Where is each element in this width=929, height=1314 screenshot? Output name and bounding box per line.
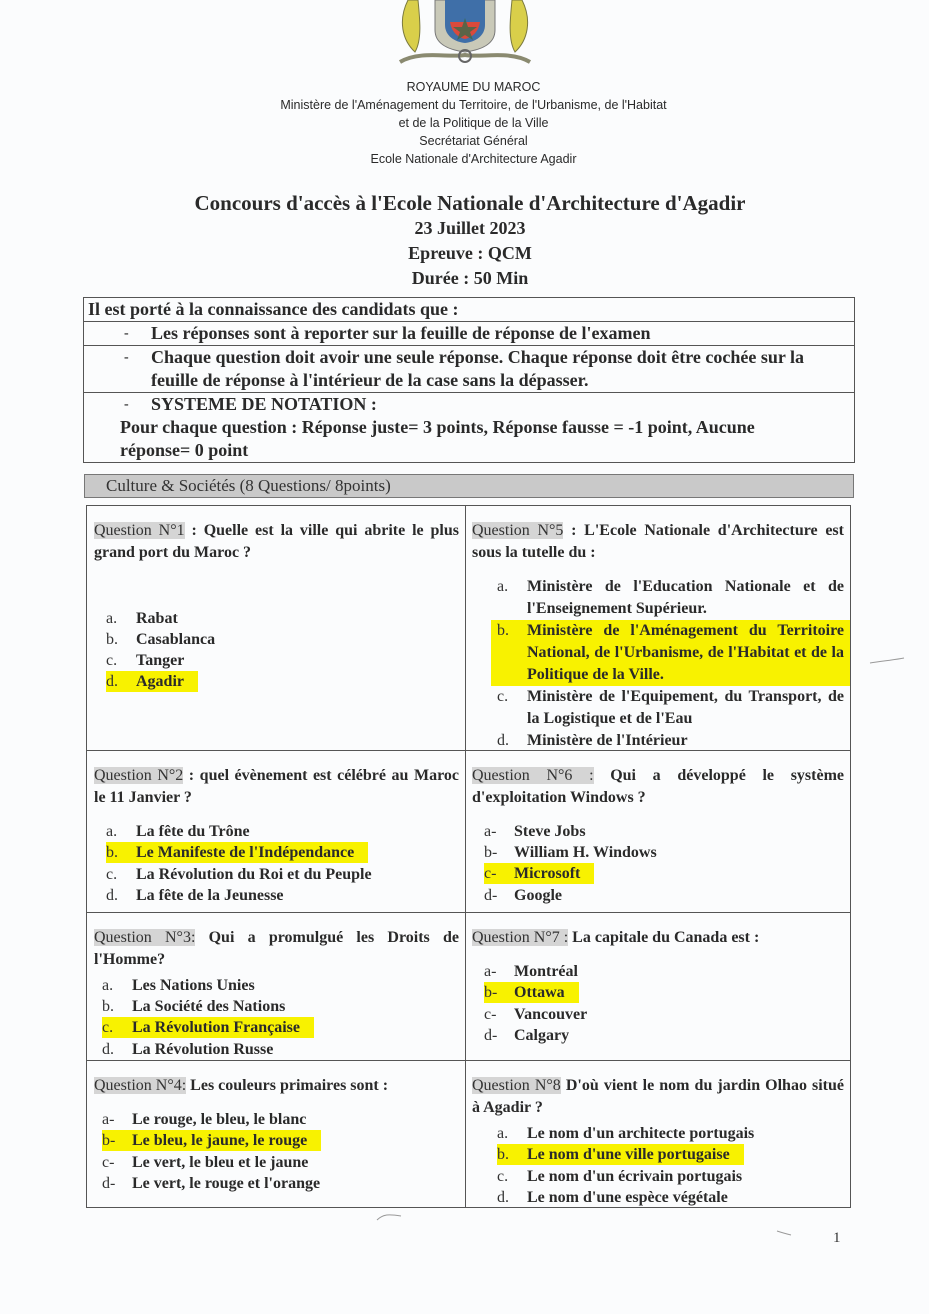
answer-option-row <box>106 821 459 842</box>
option-text: Rabat <box>136 610 178 627</box>
option-text: Le Manifeste de l'Indépendance <box>136 844 355 861</box>
option-key: d. <box>106 887 118 904</box>
notation-block <box>84 393 854 462</box>
option-text: Ottawa <box>514 984 565 1001</box>
question-text <box>472 520 844 564</box>
notation-body: Pour chaque question : Réponse juste= 3 points, Réponse fausse = -1 point, Aucune réponse= 0 point <box>120 417 755 460</box>
question-text <box>94 927 459 971</box>
option-text: Ministère de l'Education Nationale et de l'Enseignement Supérieur. <box>527 578 844 617</box>
option-text: William H. Windows <box>514 844 657 861</box>
exam-type: Epreuve : QCM <box>408 243 532 263</box>
answer-option-highlighted <box>106 671 198 692</box>
header-line-ministry-cont: et de la Politique de la Ville <box>398 116 549 130</box>
option-key: b. <box>497 622 509 639</box>
pen-mark <box>375 1210 405 1224</box>
option-key: c. <box>106 652 118 669</box>
answer-option[interactable] <box>497 1166 844 1187</box>
answer-option[interactable] <box>484 885 844 906</box>
question-prompt: La capitale du Canada est : <box>568 929 760 946</box>
options-list <box>94 975 459 1060</box>
options-list <box>472 961 844 1046</box>
option-text: Casablanca <box>136 631 216 648</box>
answer-option-row <box>102 975 459 996</box>
question-label: Question N°4: <box>94 1077 187 1094</box>
question-label: Question N°2 <box>94 767 184 784</box>
header-line-secretariat: Secrétariat Général <box>419 134 528 148</box>
question-text <box>94 1075 459 1097</box>
option-text: Le nom d'un architecte portugais <box>527 1125 755 1142</box>
exam-title-block <box>0 191 929 291</box>
option-text: Le nom d'un écrivain portugais <box>527 1168 743 1185</box>
options-list <box>472 821 844 906</box>
answer-option-row <box>106 629 459 650</box>
option-key: b. <box>106 844 118 861</box>
option-key: d- <box>484 887 498 904</box>
answer-option[interactable] <box>484 842 844 863</box>
option-text: Microsoft <box>514 865 581 882</box>
question-prompt: Les couleurs primaires sont : <box>186 1077 389 1094</box>
bullet-marker: - <box>124 326 129 341</box>
exam-duration: Durée : 50 Min <box>411 268 529 288</box>
answer-option[interactable] <box>106 608 459 629</box>
answer-option-row <box>106 608 459 629</box>
answer-option[interactable] <box>102 1017 459 1039</box>
question-card-3 <box>87 913 466 1061</box>
answer-option[interactable] <box>484 863 844 885</box>
question-prompt: Qui a développé le système d'exploitation Windows ? <box>472 767 845 806</box>
question-card-6 <box>466 751 850 913</box>
institution-header <box>0 78 929 168</box>
question-prompt: : Quelle est la ville qui abrite le plus grand port du Maroc ? <box>94 522 459 561</box>
answer-option-row <box>484 961 844 982</box>
option-text: Steve Jobs <box>514 823 586 840</box>
question-label: Question N°3: <box>94 929 196 946</box>
answer-option[interactable] <box>102 1109 459 1130</box>
option-text: La Révolution Russe <box>132 1041 274 1058</box>
option-text: Ministère de l'Equipement, du Transport, de la Logistique et de l'Eau <box>527 688 844 727</box>
option-key: c. <box>102 1019 114 1036</box>
option-key: a. <box>497 578 509 595</box>
question-text <box>94 520 459 564</box>
bullet-marker: - <box>124 397 129 412</box>
answer-option-row <box>102 1152 459 1173</box>
options-list <box>94 821 459 906</box>
question-card-7 <box>466 913 850 1061</box>
answer-option[interactable] <box>491 620 850 686</box>
option-key: a. <box>497 1125 509 1142</box>
option-text: La fête de la Jeunesse <box>136 887 284 904</box>
option-text: Agadir <box>136 673 184 690</box>
option-text: Tanger <box>136 652 185 669</box>
answer-option[interactable] <box>106 671 459 693</box>
option-text: La fête du Trône <box>136 823 250 840</box>
answer-option[interactable] <box>491 686 850 730</box>
option-key: a. <box>106 610 118 627</box>
question-label: Question N°6 : <box>472 767 594 784</box>
answer-option[interactable] <box>484 1004 844 1025</box>
answer-option-highlighted <box>484 982 579 1003</box>
answer-option[interactable] <box>106 629 459 650</box>
question-label: Question N°5 <box>472 522 564 539</box>
option-key: a- <box>484 823 497 840</box>
options-list <box>94 1109 459 1194</box>
answer-option[interactable] <box>484 821 844 842</box>
answer-option-row <box>106 885 459 906</box>
answer-option-row <box>484 1004 844 1025</box>
answer-option[interactable] <box>497 1123 844 1144</box>
option-key: b. <box>497 1146 509 1163</box>
answer-option[interactable] <box>106 842 459 864</box>
answer-option[interactable] <box>497 1144 844 1166</box>
question-card-8 <box>466 1061 850 1207</box>
answer-option-highlighted <box>102 1017 314 1038</box>
answer-option-row <box>102 996 459 1017</box>
question-card-2 <box>87 751 466 913</box>
pen-mark <box>775 1228 795 1238</box>
header-line-school: Ecole Nationale d'Architecture Agadir <box>370 152 577 166</box>
option-text: La Révolution du Roi et du Peuple <box>136 866 372 883</box>
options-list <box>94 608 459 693</box>
instruction-item <box>84 346 854 393</box>
answer-option-row <box>106 864 459 885</box>
option-key: d. <box>497 1189 509 1206</box>
option-text: Montréal <box>514 963 578 980</box>
option-key: a. <box>106 823 118 840</box>
header-line-kingdom: ROYAUME DU MAROC <box>406 80 541 94</box>
answer-option[interactable] <box>102 996 459 1017</box>
option-text: Vancouver <box>514 1006 588 1023</box>
exam-date: 23 Juillet 2023 <box>414 218 526 238</box>
answer-option-row <box>497 1187 844 1208</box>
answer-option[interactable] <box>491 576 850 620</box>
section-title: Culture & Sociétés (8 Questions/ 8points) <box>106 476 391 495</box>
answer-option-highlighted <box>484 863 594 884</box>
option-key: b. <box>102 998 114 1015</box>
answer-option[interactable] <box>484 961 844 982</box>
question-prompt: : L'Ecole Nationale d'Architecture est sous la tutelle du : <box>472 522 844 561</box>
option-key: c. <box>106 866 118 883</box>
answer-option[interactable] <box>102 1039 459 1060</box>
answer-option[interactable] <box>106 821 459 842</box>
answer-option-highlighted <box>106 842 368 863</box>
questions-grid <box>86 505 851 1208</box>
answer-option[interactable] <box>102 1173 459 1194</box>
question-prompt: Qui a promulgué les Droits de l'Homme? <box>94 929 460 968</box>
question-label: Question N°7 : <box>472 929 569 946</box>
instructions-intro: Il est porté à la connaissance des candidats que : <box>84 298 854 322</box>
page-number: 1 <box>833 1230 841 1246</box>
notation-title: SYSTEME DE NOTATION : <box>151 394 377 414</box>
question-card-4 <box>87 1061 466 1207</box>
option-text: Le vert, le rouge et l'orange <box>132 1175 321 1192</box>
question-label: Question N°8 <box>472 1077 561 1094</box>
question-card-1 <box>87 506 466 751</box>
answer-option-row <box>484 1025 844 1046</box>
options-list <box>472 576 844 752</box>
section-header <box>84 474 854 498</box>
option-text: Ministère de l'Aménagement du Territoire National, de l'Urbanisme, de l'Habitat et de la Politique de la Ville. <box>527 622 844 683</box>
answer-option-row <box>484 885 844 906</box>
option-key: c- <box>102 1154 115 1171</box>
option-text: La Révolution Française <box>132 1019 300 1036</box>
answer-option[interactable] <box>102 1130 459 1152</box>
option-key: c. <box>497 688 509 705</box>
question-prompt: D'où vient le nom du jardin Olhao situé à Agadir ? <box>472 1077 844 1116</box>
answer-option-row <box>106 650 459 671</box>
options-list <box>472 1123 844 1208</box>
option-key: d. <box>497 732 509 749</box>
answer-option[interactable] <box>484 982 844 1004</box>
option-key: c- <box>484 865 497 882</box>
option-key: c. <box>497 1168 509 1185</box>
question-prompt: : quel évènement est célébré au Maroc le 11 Janvier ? <box>94 767 459 806</box>
option-key: b- <box>484 984 498 1001</box>
answer-option-row <box>497 1166 844 1187</box>
option-key: a- <box>484 963 497 980</box>
answer-option-row <box>102 1109 459 1130</box>
answer-option[interactable] <box>484 1025 844 1046</box>
exam-title: Concours d'accès à l'Ecole Nationale d'Architecture d'Agadir <box>194 191 746 215</box>
option-key: b- <box>102 1132 116 1149</box>
option-text: Le nom d'une espèce végétale <box>527 1189 728 1206</box>
option-key: b. <box>106 631 118 648</box>
question-text <box>472 765 844 809</box>
instruction-text: Chaque question doit avoir une seule réponse. Chaque réponse doit être cochée sur la feuille de réponse à l'intérieur de la case sans la dépasser. <box>151 347 805 390</box>
option-key: d- <box>484 1027 498 1044</box>
option-key: c- <box>484 1006 497 1023</box>
pen-mark <box>868 655 908 667</box>
answer-option-row <box>102 1039 459 1060</box>
option-key: a- <box>102 1111 115 1128</box>
question-text <box>94 765 459 809</box>
answer-option-highlighted <box>497 1144 744 1165</box>
option-text: Le nom d'une ville portugaise <box>527 1146 730 1163</box>
header-line-ministry: Ministère de l'Aménagement du Territoire, de l'Urbanisme, de l'Habitat <box>280 98 667 112</box>
answer-option-row <box>484 842 844 863</box>
question-label: Question N°1 <box>94 522 185 539</box>
option-text: Le vert, le bleu et le jaune <box>132 1154 309 1171</box>
option-key: d- <box>102 1175 116 1192</box>
question-card-5 <box>466 506 850 751</box>
option-key: a. <box>102 977 114 994</box>
answer-option[interactable] <box>106 650 459 671</box>
answer-option-highlighted <box>102 1130 321 1151</box>
option-key: d. <box>106 673 118 690</box>
answer-option-row <box>484 821 844 842</box>
option-text: Google <box>514 887 562 904</box>
option-text: Le rouge, le bleu, le blanc <box>132 1111 307 1128</box>
option-key: d. <box>102 1041 114 1058</box>
answer-option-row <box>497 1123 844 1144</box>
answer-option[interactable] <box>106 864 459 885</box>
question-text <box>472 927 844 949</box>
instructions-box <box>83 297 855 463</box>
answer-option[interactable] <box>491 730 850 752</box>
instruction-item <box>84 322 854 346</box>
answer-option[interactable] <box>102 975 459 996</box>
option-text: Calgary <box>514 1027 570 1044</box>
option-text: Le bleu, le jaune, le rouge <box>132 1132 308 1149</box>
option-text: Ministère de l'Intérieur <box>527 732 688 749</box>
answer-option[interactable] <box>497 1187 844 1208</box>
answer-option[interactable] <box>102 1152 459 1173</box>
instruction-text: Les réponses sont à reporter sur la feuille de réponse de l'examen <box>151 323 651 343</box>
bullet-marker: - <box>124 350 129 365</box>
answer-option[interactable] <box>106 885 459 906</box>
morocco-coat-of-arms-icon <box>390 0 540 68</box>
option-text: Les Nations Unies <box>132 977 255 994</box>
answer-option-row <box>102 1173 459 1194</box>
option-key: b- <box>484 844 498 861</box>
option-text: La Société des Nations <box>132 998 286 1015</box>
question-text <box>472 1075 844 1119</box>
